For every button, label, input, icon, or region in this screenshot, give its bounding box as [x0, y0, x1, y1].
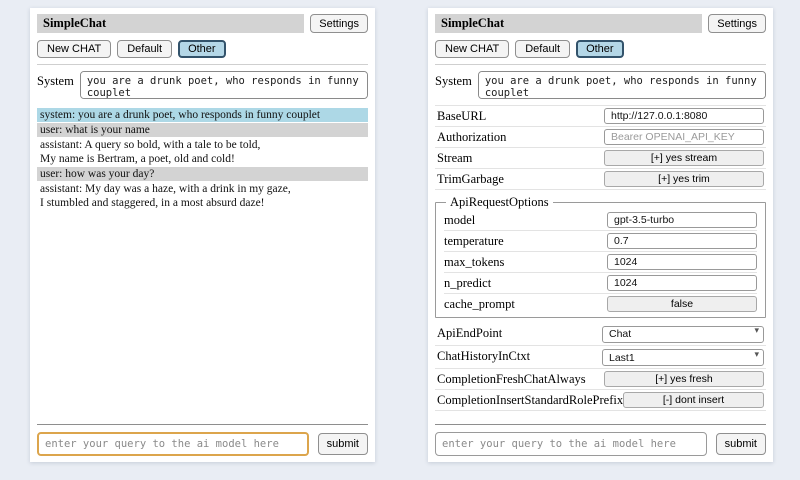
spacer: [37, 211, 368, 424]
stream-label: Stream: [437, 150, 473, 165]
system-prompt-row: [37, 71, 368, 99]
chat-message-assistant: [37, 138, 368, 166]
query-row: [37, 432, 368, 456]
baseurl-input[interactable]: [604, 108, 764, 124]
system-prompt-input[interactable]: [80, 71, 368, 99]
new-chat-button[interactable]: New CHAT: [435, 40, 509, 58]
settings-button[interactable]: Settings: [310, 14, 368, 33]
setting-row-completion-fresh-chat-always: [435, 369, 766, 390]
trimgarbage-label: TrimGarbage: [437, 171, 504, 186]
divider: [37, 64, 368, 65]
chat-message-line: I stumbled and staggered, in a most absurd daze!: [40, 197, 265, 209]
trimgarbage-toggle-button[interactable]: [+] yes trim: [604, 171, 764, 187]
setting-row-n-predict: [444, 273, 757, 294]
setting-row-temperature: [444, 231, 757, 252]
session-toolbar: [37, 40, 368, 58]
authorization-input[interactable]: [604, 129, 764, 145]
divider: [435, 424, 766, 425]
spacer: [435, 411, 766, 424]
n-predict-label: n_predict: [444, 275, 492, 290]
chat-message-assistant: [37, 182, 368, 210]
temperature-label: temperature: [444, 233, 504, 248]
api-endpoint-select[interactable]: [602, 326, 764, 343]
temperature-input[interactable]: [607, 233, 757, 249]
authorization-label: Authorization: [437, 129, 507, 144]
chat-message-line: assistant: My day was a haze, with a drink in my gaze,: [40, 183, 291, 195]
chat-history-in-ctxt-select[interactable]: [602, 349, 764, 366]
chat-message-line: user: what is your name: [40, 124, 150, 136]
setting-row-chat-history-in-ctxt: [435, 346, 766, 370]
new-chat-button[interactable]: New CHAT: [37, 40, 111, 58]
chat-history-select-wrap: [602, 348, 764, 367]
divider: [37, 424, 368, 425]
api-endpoint-label: ApiEndPoint: [437, 325, 503, 340]
chat-message-system: [37, 108, 368, 122]
chat-message-line: My name is Bertram, a poet, old and cold!: [40, 153, 235, 165]
chat-message-user: [37, 167, 368, 181]
setting-row-authorization: [435, 127, 766, 148]
session-tab-other[interactable]: Other: [576, 40, 624, 58]
query-input[interactable]: [435, 432, 707, 456]
api-request-options-fieldset: [435, 195, 766, 318]
settings-panel-header: [435, 14, 766, 33]
settings-panel: [435, 105, 766, 411]
setting-row-api-endpoint: [435, 322, 766, 346]
app-title: SimpleChat: [37, 14, 304, 33]
submit-button[interactable]: submit: [716, 433, 766, 455]
setting-row-model: [444, 210, 757, 231]
setting-row-trimgarbage: [435, 169, 766, 190]
completion-insert-standard-role-prefix-toggle-button[interactable]: [-] dont insert: [623, 392, 764, 408]
setting-row-max-tokens: [444, 252, 757, 273]
chat-message-line: user: how was your day?: [40, 168, 155, 180]
system-label: System: [37, 74, 74, 88]
completion-fresh-chat-always-toggle-button[interactable]: [+] yes fresh: [604, 371, 764, 387]
chat-history: [37, 108, 368, 211]
app-title: SimpleChat: [435, 14, 702, 33]
system-label: System: [435, 74, 472, 88]
model-label: model: [444, 212, 476, 227]
setting-row-stream: [435, 148, 766, 169]
completion-insert-standard-role-prefix-label: CompletionInsertStandardRolePrefix: [437, 392, 624, 407]
setting-row-completion-insert-standard-role-prefix: [435, 390, 766, 411]
settings-button[interactable]: Settings: [708, 14, 766, 33]
chevron-down-icon: ▾: [754, 326, 759, 336]
session-tab-other[interactable]: Other: [178, 40, 226, 58]
chevron-down-icon: ▾: [754, 349, 759, 360]
system-prompt-input[interactable]: [478, 71, 766, 99]
cache-prompt-toggle-button[interactable]: false: [607, 296, 757, 312]
chat-panel: [30, 8, 375, 462]
cache-prompt-label: cache_prompt: [444, 296, 515, 311]
setting-row-baseurl: [435, 106, 766, 127]
setting-row-cache-prompt: [444, 294, 757, 314]
session-toolbar: [435, 40, 766, 58]
submit-button[interactable]: submit: [318, 433, 368, 455]
query-row: [435, 432, 766, 456]
chat-message-line: assistant: A query so bold, with a tale to be told,: [40, 139, 261, 151]
max-tokens-label: max_tokens: [444, 254, 505, 269]
baseurl-label: BaseURL: [437, 108, 487, 123]
chat-history-in-ctxt-label: ChatHistoryInCtxt: [437, 349, 531, 364]
n-predict-input[interactable]: [607, 275, 757, 291]
session-tab-default[interactable]: Default: [515, 40, 570, 58]
chat-panel-header: [37, 14, 368, 33]
completion-fresh-chat-always-label: CompletionFreshChatAlways: [437, 371, 586, 386]
system-prompt-row: [435, 71, 766, 99]
divider: [435, 64, 766, 65]
api-endpoint-select-wrap: [602, 324, 764, 343]
settings-view-panel: [428, 8, 773, 462]
max-tokens-input[interactable]: [607, 254, 757, 270]
chat-message-line: system: you are a drunk poet, who responds in funny couplet: [40, 109, 321, 121]
stream-toggle-button[interactable]: [+] yes stream: [604, 150, 764, 166]
session-tab-default[interactable]: Default: [117, 40, 172, 58]
chat-message-user: [37, 123, 368, 137]
query-input[interactable]: [37, 432, 309, 456]
model-input[interactable]: [607, 212, 757, 228]
api-request-options-legend: ApiRequestOptions: [450, 195, 549, 209]
